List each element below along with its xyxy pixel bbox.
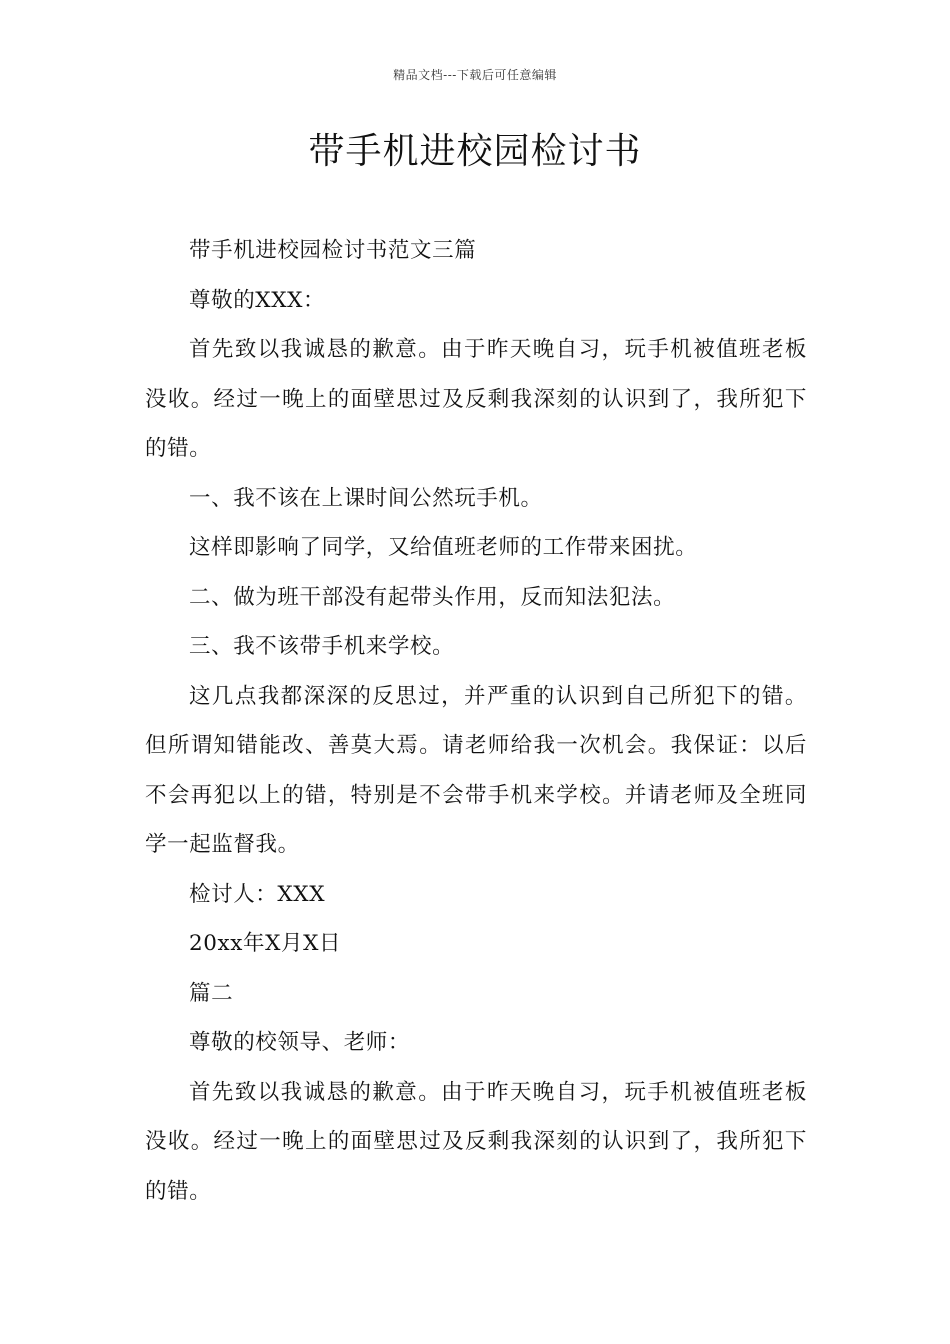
paragraph-section-two-heading: 篇二 (189, 980, 234, 1006)
paragraph-apology: 首先致以我诚恳的歉意。由于昨天晚自习，玩手机被值班老板没收。经过一晚上的面壁思过及反剩我深刻的认识到了，我所犯下的错。 (145, 337, 807, 461)
document-body (145, 226, 807, 1216)
paragraph-point-three: 三、我不该带手机来学校。 (189, 634, 455, 659)
paragraph-salutation-two: 尊敬的校领导、老师： (189, 1030, 411, 1055)
header-note: 精品文档---下载后可任意编辑 (393, 68, 557, 82)
paragraph-reflection: 这几点我都深深的反思过，并严重的认识到自己所犯下的错。但所谓知错能改、善莫大焉。请老师给我一次机会。我保证：以后不会再犯以上的错，特别是不会带手机来学校。并请老师及全班同学一起监督我。 (145, 683, 807, 857)
paragraph-point-one-detail: 这样即影响了同学，又给值班老师的工作带来困扰。 (189, 535, 698, 560)
paragraph-salutation: 尊敬的XXX： (189, 287, 326, 313)
paragraph-apology-two: 首先致以我诚恳的歉意。由于昨天晚自习，玩手机被值班老板没收。经过一晚上的面壁思过及反剩我深刻的认识到了，我所犯下的错。 (145, 1079, 807, 1204)
paragraph-date: 20xx年X月X日 (189, 931, 342, 956)
paragraph-point-two: 二、做为班干部没有起带头作用，反而知法犯法。 (189, 584, 676, 610)
paragraph-signature: 检讨人：XXX (189, 881, 326, 907)
paragraph-subtitle: 带手机进校园检讨书范文三篇 (189, 238, 477, 263)
paragraph-point-one: 一、我不该在上课时间公然玩手机。 (189, 485, 543, 511)
document-title: 带手机进校园检讨书 (308, 131, 642, 172)
